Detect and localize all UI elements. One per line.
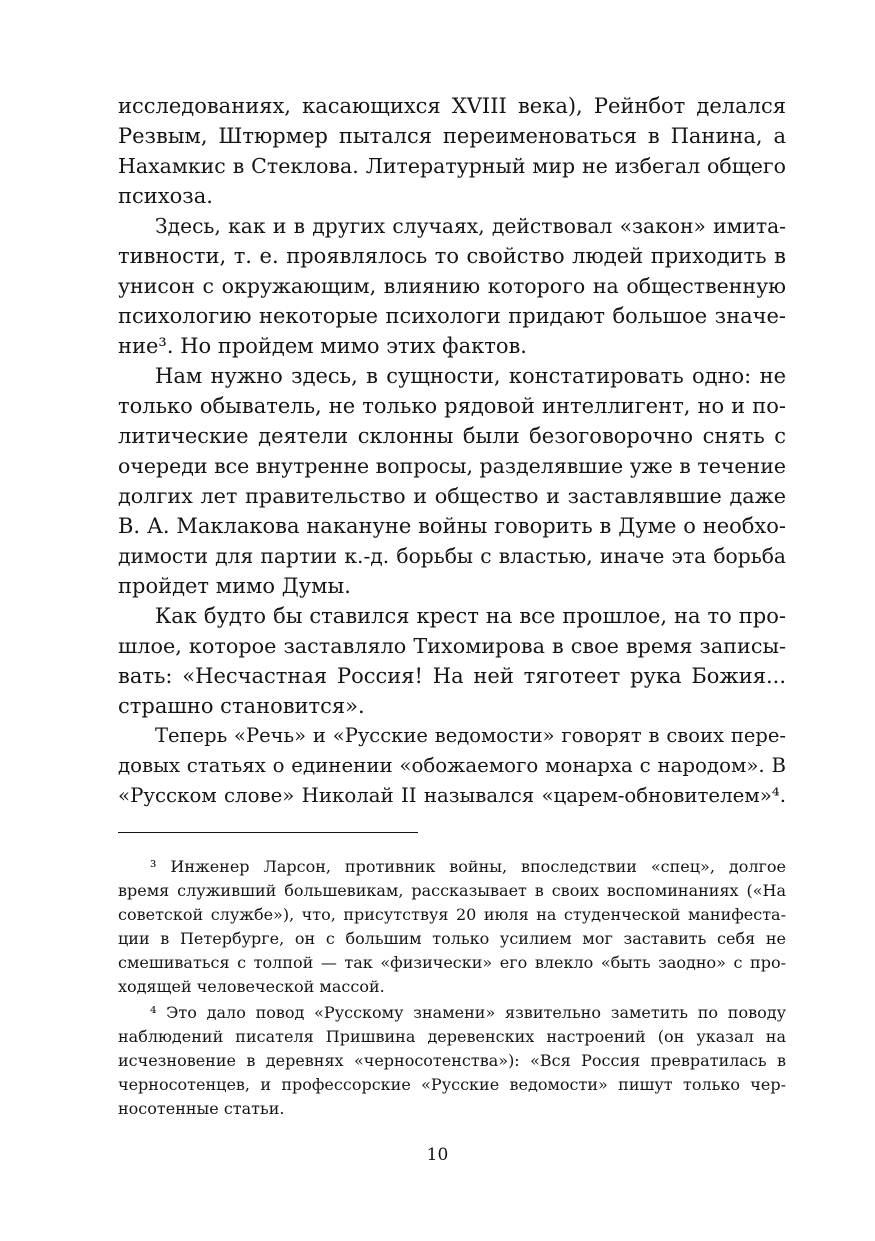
body-line: Нахамкис в Стеклова. Литературный мир не избегал общего — [118, 154, 786, 178]
body-line: Как будто бы ставился крест на все прошлое, на то про- — [155, 604, 786, 628]
body-line: литические деятели склонны были безоговорочно снять с — [118, 424, 786, 448]
body-line: Резвым, Штюрмер пытался переименоваться в Панина, а — [118, 124, 786, 148]
body-line: долгих лет правительство и общество и заставлявшие даже — [118, 484, 786, 508]
body-line: очереди все внутренне вопросы, разделявшие уже в течение — [118, 454, 786, 478]
body-line: В. А. Маклакова накануне войны говорить в Думе о необхо- — [118, 514, 786, 538]
footnote-line: ции в Петербурге, он с большим только усилием мог заставить себя не — [118, 929, 786, 948]
body-line: Теперь «Речь» и «Русские ведомости» говорят в своих пере- — [155, 724, 786, 747]
body-line: шлое, которое заставляло Тихомирова в свое время записы- — [118, 634, 786, 658]
body-line: довых статьях о единении «обожаемого монарха с народом». В — [118, 754, 786, 777]
body-line: вать: «Несчастная Россия! На ней тяготеет рука Божия... — [118, 664, 786, 688]
body-line: только обыватель, не только рядовой интеллигент, но и по- — [118, 394, 786, 418]
footnote-line: ⁴ Это дало повод «Русскому знамени» язвительно заметить по поводу — [150, 1003, 786, 1022]
footnote-line: время служивший большевикам, рассказывает в своих воспоминаниях («На — [118, 881, 786, 900]
body-line: психоза. — [118, 184, 213, 208]
body-line: психологию некоторые психологи придают большое значе- — [118, 304, 786, 328]
footnote-line: черносотенцев, и профессорские «Русские ведомости» пишут только чер- — [118, 1075, 786, 1094]
footnote-line: наблюдений писателя Пришвина деревенских настроений (он указал на — [118, 1027, 786, 1046]
footnote-line: носотенные статьи. — [118, 1099, 285, 1118]
body-line: пройдет мимо Думы. — [118, 574, 351, 598]
body-line: унисон с окружающим, влиянию которого на общественную — [118, 274, 786, 298]
body-line: димости для партии к.-д. борьбы с властью, иначе эта борьба — [118, 544, 786, 568]
body-line: исследованиях, касающихся XVIII века), Рейнбот делался — [118, 94, 786, 118]
footnote-line: смешиваться с толпой — так «физически» его влекло «быть заодно» с про- — [118, 953, 786, 972]
body-line: ние³. Но пройдем мимо этих фактов. — [118, 334, 527, 358]
page-number: 10 — [426, 1145, 449, 1165]
footnote-line: исчезновение в деревнях «черносотенства»): «Вся Россия превратилась в — [118, 1051, 786, 1070]
body-line: «Русском слове» Николай II назывался «царем-обновителем»⁴. — [118, 784, 786, 807]
footnote-line: советской службе»), что, присутствуя 20 июля на студенческой манифеста- — [118, 905, 786, 924]
footnote-separator — [118, 832, 418, 833]
body-line: Нам нужно здесь, в сущности, констатировать одно: не — [155, 364, 786, 388]
footnote-line: ³ Инженер Ларсон, противник войны, впоследствии «спец», долгое — [150, 857, 786, 876]
body-line: тивности, т. е. проявлялось то свойство людей приходить в — [118, 244, 786, 268]
footnote-line: ходящей человеческой массой. — [118, 977, 385, 996]
body-line: страшно становится». — [118, 694, 365, 718]
body-line: Здесь, как и в других случаях, действовал «закон» имита- — [155, 214, 786, 238]
